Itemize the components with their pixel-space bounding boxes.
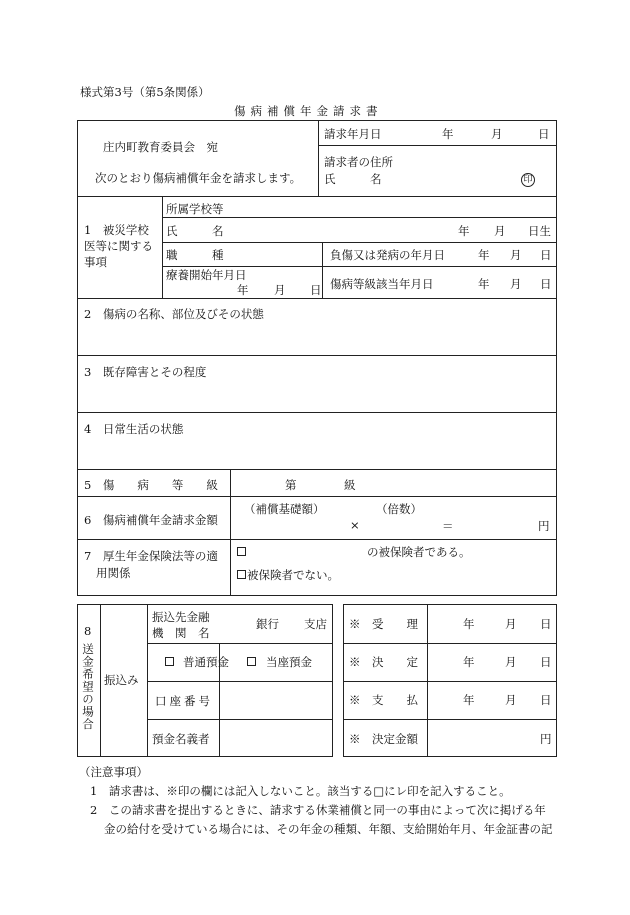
section5-label: 5 傷 病 等 級 — [84, 478, 218, 492]
request-date-label: 請求年月日 — [324, 127, 382, 141]
paid-month: 月 — [505, 693, 517, 707]
bank-suffix: 銀行 — [256, 617, 279, 631]
claimant-name-label: 氏 名 — [324, 172, 382, 186]
section8-label: 送金希望の場合 — [81, 643, 95, 731]
injury-date-label: 負傷又は発病の年月日 — [330, 248, 445, 262]
account-holder-label: 預金名義者 — [152, 732, 210, 746]
treatment-year-label: 年 — [237, 283, 249, 297]
birth-year-label: 年 — [458, 224, 470, 238]
current-deposit-checkbox[interactable] — [247, 657, 256, 666]
grade-date-label: 傷病等級該当年月日 — [330, 277, 434, 291]
current-deposit-label: 当座預金 — [266, 655, 312, 669]
received-month: 月 — [505, 617, 517, 631]
not-insured-option: 被保険者でない。 — [247, 568, 339, 582]
ordinary-deposit-checkbox[interactable] — [165, 657, 174, 666]
addressee: 庄内町教育委員会 宛 — [103, 140, 218, 154]
branch-suffix: 支店 — [304, 617, 327, 631]
amount-yen: 円 — [540, 732, 552, 746]
form-title: 傷病補償年金請求書 — [234, 104, 383, 118]
paid-year: 年 — [463, 693, 475, 707]
decided-month: 月 — [505, 655, 517, 669]
request-day-label: 日 — [538, 127, 550, 141]
claim-yen-label: 円 — [538, 519, 550, 533]
request-year-label: 年 — [442, 127, 454, 141]
section7-label-line1: 7 厚生年金保険法等の適 — [84, 549, 218, 563]
treatment-day-label: 日 — [310, 283, 322, 297]
insured-checkbox[interactable] — [237, 547, 246, 556]
section8-number: 8 — [84, 624, 92, 638]
grade-day-label: 日 — [540, 277, 552, 291]
request-text: 次のとおり傷病補償年金を請求します。 — [95, 171, 302, 185]
birth-month-label: 月 — [494, 224, 506, 238]
notes-heading: （注意事項） — [79, 765, 148, 779]
grade-suffix: 級 — [344, 478, 356, 492]
note-2-line1: 2 この請求書を提出するときに、請求する休業補償と同一の事由によって次に掲げる年 — [90, 803, 546, 817]
injury-day-label: 日 — [540, 248, 552, 262]
ordinary-deposit-label: 普通預金 — [183, 655, 229, 669]
not-insured-checkbox[interactable] — [237, 570, 246, 579]
treatment-start-label: 療養開始年月日 — [166, 268, 247, 282]
transfer-method: 振込み — [104, 673, 139, 687]
times-sign: × — [350, 518, 360, 532]
section7-label-line2: 用関係 — [96, 566, 131, 580]
occupation-label: 職 種 — [166, 248, 224, 262]
insured-option: の被保険者である。 — [367, 545, 471, 559]
section6-label: 6 傷病補償年金請求金額 — [84, 513, 218, 527]
multiplier-label: （倍数） — [376, 502, 422, 516]
request-month-label: 月 — [491, 127, 503, 141]
received-label: ※ 受 理 — [349, 617, 418, 631]
decided-day: 日 — [540, 655, 552, 669]
decided-year: 年 — [463, 655, 475, 669]
treatment-month-label: 月 — [274, 283, 286, 297]
paid-label: ※ 支 払 — [349, 693, 418, 707]
bank-label-line2: 機 関 名 — [152, 626, 210, 640]
note-1: 1 請求書は、※印の欄には記入しないこと。該当する□にレ印を記入すること。 — [90, 784, 511, 798]
received-year: 年 — [463, 617, 475, 631]
base-amount-label: （補償基礎額） — [244, 502, 325, 516]
paid-day: 日 — [540, 693, 552, 707]
grade-prefix: 第 — [285, 478, 297, 492]
section1-label: 1 被災学校医等に関する事項 — [84, 223, 153, 269]
form-number: 様式第3号（第5条関係） — [80, 85, 210, 99]
section3-label: 3 既存障害とその程度 — [84, 365, 207, 379]
section4-label: 4 日常生活の状態 — [84, 422, 184, 436]
equals-sign: ＝ — [442, 519, 454, 533]
injured-name-label: 氏 名 — [166, 224, 224, 238]
received-day: 日 — [540, 617, 552, 631]
injury-year-label: 年 — [478, 248, 490, 262]
account-number-label: 口座番号 — [155, 694, 213, 708]
school-label: 所属学校等 — [166, 202, 224, 216]
amount-label: ※ 決定金額 — [349, 732, 418, 746]
grade-month-label: 月 — [510, 277, 522, 291]
seal-mark: 印 — [521, 173, 535, 187]
grade-year-label: 年 — [478, 277, 490, 291]
injury-month-label: 月 — [510, 248, 522, 262]
note-2-line2: 金の給付を受けている場合には、その年金の種類、年額、支給開始年月、年金証書の記 — [104, 822, 553, 836]
address-label: 請求者の住所 — [324, 155, 393, 169]
bank-label-line1: 振込先金融 — [152, 610, 210, 624]
birth-day-label: 日生 — [528, 224, 551, 238]
section2-label: 2 傷病の名称、部位及びその状態 — [84, 307, 264, 321]
decided-label: ※ 決 定 — [349, 655, 418, 669]
